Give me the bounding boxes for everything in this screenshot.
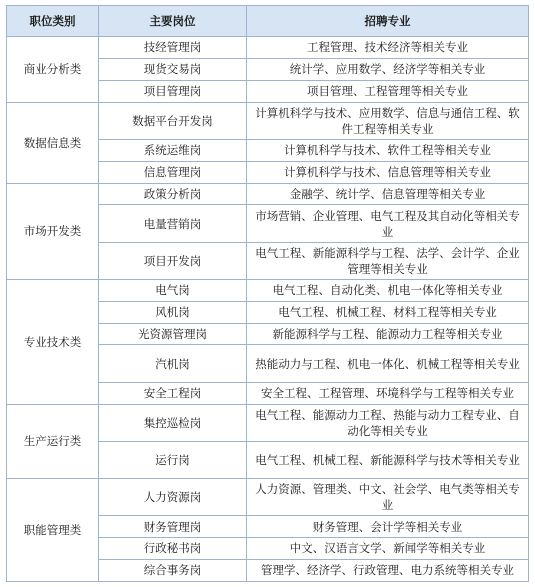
position-cell: 电量营销岗	[99, 205, 247, 242]
position-cell: 财务管理岗	[99, 516, 247, 538]
table-row	[7, 183, 529, 205]
position-cell: 现货交易岗	[99, 58, 247, 80]
position-cell: 综合事务岗	[99, 559, 247, 581]
majors-cell: 中文、汉语言文学、新闻学等相关专业	[247, 538, 529, 560]
position-cell: 信息管理岗	[99, 161, 247, 183]
position-cell: 汽机岗	[99, 345, 247, 382]
table-row	[7, 279, 529, 301]
position-cell: 数据平台开发岗	[99, 102, 247, 139]
category-cell: 市场开发类	[7, 183, 99, 279]
table-row	[7, 404, 529, 441]
majors-cell: 电气工程、新能源科学与工程、法学、会计学、企业管理等相关专业	[247, 242, 529, 279]
category-cell: 商业分析类	[7, 37, 99, 103]
table-row	[7, 478, 529, 515]
majors-cell: 项目管理、工程管理等相关专业	[247, 80, 529, 102]
recruitment-table	[6, 5, 529, 582]
majors-cell: 人力资源、管理类、中文、社会学、电气类等相关专业	[247, 478, 529, 515]
category-cell: 数据信息类	[7, 102, 99, 183]
majors-cell: 计算机科学与技术、应用数学、信息与通信工程、软件工程等相关专业	[247, 102, 529, 139]
category-cell: 职能管理类	[7, 478, 99, 581]
position-cell: 人力资源岗	[99, 478, 247, 515]
majors-cell: 热能动力与工程、机电一体化、机械工程等相关专业	[247, 345, 529, 382]
header-majors: 招聘专业	[247, 6, 529, 37]
category-cell: 专业技术类	[7, 279, 99, 404]
majors-cell: 计算机科学与技术、软件工程等相关专业	[247, 139, 529, 161]
position-cell: 技经管理岗	[99, 37, 247, 59]
position-cell: 运行岗	[99, 441, 247, 478]
majors-cell: 新能源科学与工程、能源动力工程等相关专业	[247, 323, 529, 345]
majors-cell: 市场营销、企业管理、电气工程及其自动化等相关专业	[247, 205, 529, 242]
majors-cell: 电气工程、机械工程、材料工程等相关专业	[247, 301, 529, 323]
majors-cell: 金融学、统计学、信息管理等相关专业	[247, 183, 529, 205]
majors-cell: 统计学、应用数学、经济学等相关专业	[247, 58, 529, 80]
majors-cell: 财务管理、会计学等相关专业	[247, 516, 529, 538]
position-cell: 政策分析岗	[99, 183, 247, 205]
majors-cell: 安全工程、工程管理、环境科学与工程等相关专业	[247, 382, 529, 404]
position-cell: 集控巡检岗	[99, 404, 247, 441]
majors-cell: 电气工程、自动化类、机电一体化等相关专业	[247, 279, 529, 301]
position-cell: 项目开发岗	[99, 242, 247, 279]
header-row	[7, 6, 529, 37]
position-cell: 安全工程岗	[99, 382, 247, 404]
position-cell: 系统运维岗	[99, 139, 247, 161]
majors-cell: 电气工程、机械工程、新能源科学与技术等相关专业	[247, 441, 529, 478]
position-cell: 项目管理岗	[99, 80, 247, 102]
position-cell: 行政秘书岗	[99, 538, 247, 560]
table-row	[7, 37, 529, 59]
position-cell: 风机岗	[99, 301, 247, 323]
header-category: 职位类别	[7, 6, 99, 37]
header-position: 主要岗位	[99, 6, 247, 37]
category-cell: 生产运行类	[7, 404, 99, 478]
majors-cell: 管理学、经济学、行政管理、电力系统等相关专业	[247, 559, 529, 581]
majors-cell: 电气工程、能源动力工程、热能与动力工程专业、自动化等相关专业	[247, 404, 529, 441]
majors-cell: 计算机科学与技术、信息管理等相关专业	[247, 161, 529, 183]
majors-cell: 工程管理、技术经济等相关专业	[247, 37, 529, 59]
table-body	[7, 37, 529, 582]
position-cell: 光资源管理岗	[99, 323, 247, 345]
table-row	[7, 102, 529, 139]
position-cell: 电气岗	[99, 279, 247, 301]
